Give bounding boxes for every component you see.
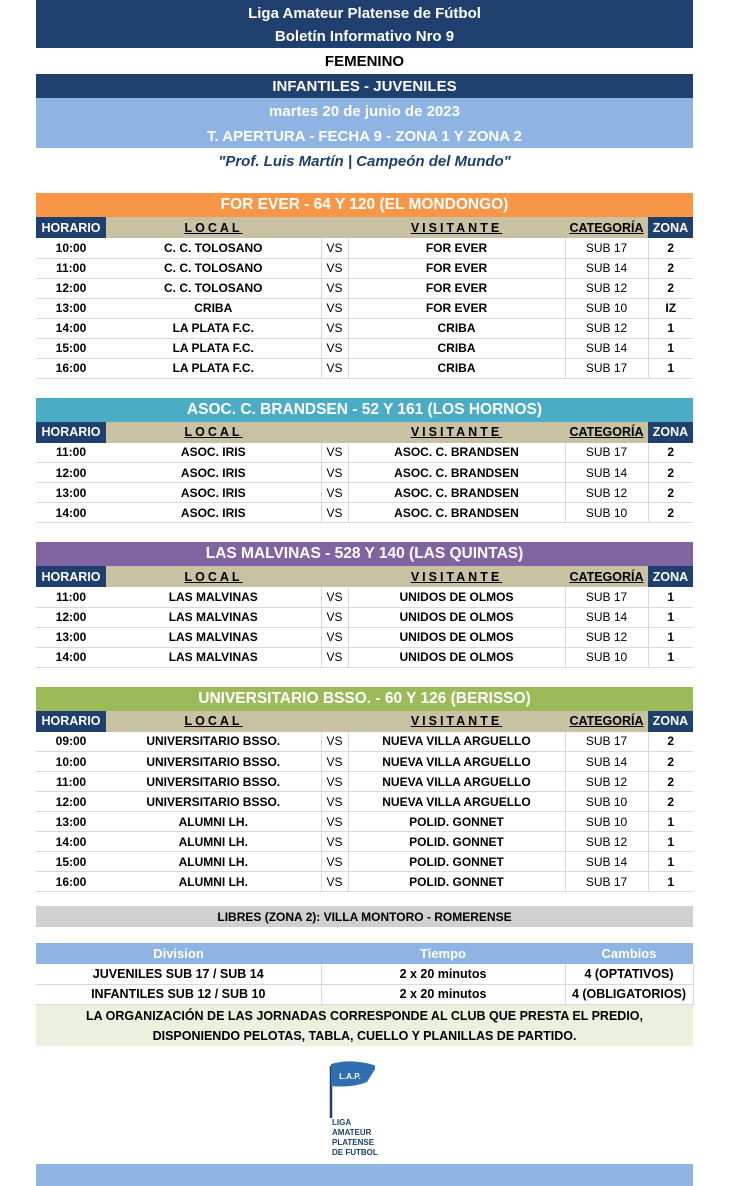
away-team: CRIBA xyxy=(348,358,565,378)
match-zone: 2 xyxy=(648,732,693,752)
match-category: SUB 12 xyxy=(565,832,648,852)
away-team: NUEVA VILLA ARGUELLO xyxy=(348,752,565,772)
logo-line: PLATENSE xyxy=(332,1138,375,1147)
match-category: SUB 17 xyxy=(565,443,648,463)
logo-line: LIGA xyxy=(332,1118,352,1127)
match-category: SUB 10 xyxy=(565,812,648,832)
match-category: SUB 12 xyxy=(565,772,648,792)
match-row xyxy=(36,443,693,463)
logo-line: AMATEUR xyxy=(332,1128,372,1137)
rules-row xyxy=(36,984,693,1004)
logo-caption xyxy=(332,1118,378,1158)
league-title: Liga Amateur Platense de Fútbol xyxy=(36,0,693,24)
away-team: CRIBA xyxy=(348,338,565,358)
match-category: SUB 17 xyxy=(565,238,648,258)
match-zone: 1 xyxy=(648,318,693,338)
match-time: 09:00 xyxy=(36,732,106,752)
section-gap xyxy=(36,523,693,542)
home-team: LAS MALVINAS xyxy=(106,627,321,647)
col-visitante: VISITANTE xyxy=(348,217,565,238)
match-time: 12:00 xyxy=(36,607,106,627)
rules-division: INFANTILES SUB 12 / SUB 10 xyxy=(36,984,321,1004)
home-team: ALUMNI LH. xyxy=(106,812,321,832)
match-time: 11:00 xyxy=(36,443,106,463)
away-team: CRIBA xyxy=(348,318,565,338)
logo-flag-text: L.A.P. xyxy=(339,1072,361,1081)
rules-time: 2 x 20 minutos xyxy=(321,964,565,984)
match-row xyxy=(36,647,693,667)
match-row xyxy=(36,792,693,812)
match-time: 15:00 xyxy=(36,338,106,358)
away-team: UNIDOS DE OLMOS xyxy=(348,607,565,627)
away-team: ASOC. C. BRANDSEN xyxy=(348,483,565,503)
home-team: LA PLATA F.C. xyxy=(106,318,321,338)
match-zone: 1 xyxy=(648,832,693,852)
col-vs-spacer xyxy=(321,217,348,238)
match-time: 12:00 xyxy=(36,463,106,483)
versus: VS xyxy=(321,463,348,483)
division-title: INFANTILES - JUVENILES xyxy=(36,74,693,98)
versus: VS xyxy=(321,298,348,318)
match-time: 14:00 xyxy=(36,318,106,338)
match-time: 12:00 xyxy=(36,278,106,298)
versus: VS xyxy=(321,607,348,627)
match-zone: 1 xyxy=(648,607,693,627)
versus: VS xyxy=(321,752,348,772)
venue-title: LAS MALVINAS - 528 Y 140 (LAS QUINTAS) xyxy=(36,542,693,566)
versus: VS xyxy=(321,258,348,278)
match-row xyxy=(36,503,693,523)
match-zone: 1 xyxy=(648,627,693,647)
match-time: 16:00 xyxy=(36,358,106,378)
venue-title: UNIVERSITARIO BSSO. - 60 Y 126 (BERISSO) xyxy=(36,687,693,711)
away-team: UNIDOS DE OLMOS xyxy=(348,627,565,647)
col-categoria: CATEGORÍA xyxy=(565,711,648,732)
col-horario: HORARIO xyxy=(36,422,106,443)
fixture-table xyxy=(36,217,693,379)
venues-list xyxy=(36,174,693,906)
match-zone: 1 xyxy=(648,872,693,892)
match-time: 13:00 xyxy=(36,627,106,647)
match-row xyxy=(36,832,693,852)
match-row xyxy=(36,358,693,378)
col-categoria: CATEGORÍA xyxy=(565,217,648,238)
bulletin-number: Boletín Informativo Nro 9 xyxy=(36,24,693,48)
versus: VS xyxy=(321,832,348,852)
away-team: ASOC. C. BRANDSEN xyxy=(348,503,565,523)
match-time: 14:00 xyxy=(36,647,106,667)
section-gap xyxy=(36,892,693,906)
rules-changes: 4 (OBLIGATORIOS) xyxy=(565,984,693,1004)
col-visitante: VISITANTE xyxy=(348,711,565,732)
match-category: SUB 10 xyxy=(565,298,648,318)
match-category: SUB 12 xyxy=(565,278,648,298)
match-category: SUB 14 xyxy=(565,607,648,627)
venue-title: ASOC. C. BRANDSEN - 52 Y 161 (LOS HORNOS) xyxy=(36,398,693,422)
versus: VS xyxy=(321,872,348,892)
match-date: martes 20 de junio de 2023 xyxy=(36,98,693,124)
match-row xyxy=(36,852,693,872)
col-categoria: CATEGORÍA xyxy=(565,566,648,587)
home-team: ASOC. IRIS xyxy=(106,443,321,463)
match-category: SUB 17 xyxy=(565,587,648,607)
rules-division: JUVENILES SUB 17 / SUB 14 xyxy=(36,964,321,984)
match-zone: 2 xyxy=(648,443,693,463)
match-time: 13:00 xyxy=(36,298,106,318)
away-team: NUEVA VILLA ARGUELLO xyxy=(348,772,565,792)
match-time: 11:00 xyxy=(36,772,106,792)
match-time: 16:00 xyxy=(36,872,106,892)
col-zona: ZONA xyxy=(648,422,693,443)
versus: VS xyxy=(321,503,348,523)
match-category: SUB 12 xyxy=(565,483,648,503)
fixture-table xyxy=(36,566,693,668)
home-team: C. C. TOLOSANO xyxy=(106,258,321,278)
match-zone: 2 xyxy=(648,278,693,298)
away-team: NUEVA VILLA ARGUELLO xyxy=(348,792,565,812)
versus: VS xyxy=(321,587,348,607)
away-team: FOR EVER xyxy=(348,278,565,298)
home-team: ASOC. IRIS xyxy=(106,483,321,503)
home-team: LAS MALVINAS xyxy=(106,607,321,627)
away-team: NUEVA VILLA ARGUELLO xyxy=(348,732,565,752)
match-row xyxy=(36,463,693,483)
match-time: 11:00 xyxy=(36,587,106,607)
versus: VS xyxy=(321,443,348,463)
home-team: C. C. TOLOSANO xyxy=(106,278,321,298)
match-time: 13:00 xyxy=(36,483,106,503)
home-team: UNIVERSITARIO BSSO. xyxy=(106,792,321,812)
col-horario: HORARIO xyxy=(36,217,106,238)
match-row xyxy=(36,238,693,258)
organization-note xyxy=(36,1005,693,1046)
versus: VS xyxy=(321,627,348,647)
match-time: 10:00 xyxy=(36,752,106,772)
rules-table xyxy=(36,943,694,1005)
match-time: 12:00 xyxy=(36,792,106,812)
rules-changes: 4 (OPTATIVOS) xyxy=(565,964,693,984)
match-time: 10:00 xyxy=(36,238,106,258)
home-team: CRIBA xyxy=(106,298,321,318)
match-zone: IZ xyxy=(648,298,693,318)
match-category: SUB 10 xyxy=(565,503,648,523)
match-row xyxy=(36,812,693,832)
away-team: POLID. GONNET xyxy=(348,832,565,852)
match-category: SUB 14 xyxy=(565,752,648,772)
away-team: ASOC. C. BRANDSEN xyxy=(348,463,565,483)
match-row xyxy=(36,772,693,792)
rules-header-division: Division xyxy=(36,943,321,964)
match-zone: 2 xyxy=(648,792,693,812)
match-category: SUB 17 xyxy=(565,872,648,892)
home-team: ALUMNI LH. xyxy=(106,872,321,892)
rules-time: 2 x 20 minutos xyxy=(321,984,565,1004)
match-zone: 2 xyxy=(648,483,693,503)
match-row xyxy=(36,607,693,627)
home-team: UNIVERSITARIO BSSO. xyxy=(106,772,321,792)
match-time: 14:00 xyxy=(36,503,106,523)
away-team: UNIDOS DE OLMOS xyxy=(348,647,565,667)
versus: VS xyxy=(321,647,348,667)
match-category: SUB 17 xyxy=(565,732,648,752)
col-visitante: VISITANTE xyxy=(348,422,565,443)
versus: VS xyxy=(321,852,348,872)
match-zone: 2 xyxy=(648,772,693,792)
match-zone: 1 xyxy=(648,358,693,378)
organization-note-line: LA ORGANIZACIÓN DE LAS JORNADAS CORRESPONDE AL CLUB QUE PRESTA EL PREDIO, xyxy=(86,1008,643,1023)
versus: VS xyxy=(321,483,348,503)
match-category: SUB 12 xyxy=(565,318,648,338)
motto: "Prof. Luis Martín | Campeón del Mundo" xyxy=(36,148,693,174)
home-team: LAS MALVINAS xyxy=(106,647,321,667)
match-zone: 1 xyxy=(648,338,693,358)
versus: VS xyxy=(321,338,348,358)
match-zone: 2 xyxy=(648,503,693,523)
match-zone: 2 xyxy=(648,238,693,258)
home-team: LA PLATA F.C. xyxy=(106,358,321,378)
col-vs-spacer xyxy=(321,566,348,587)
versus: VS xyxy=(321,772,348,792)
col-zona: ZONA xyxy=(648,217,693,238)
section-gap xyxy=(36,668,693,687)
match-category: SUB 14 xyxy=(565,463,648,483)
match-time: 14:00 xyxy=(36,832,106,852)
home-team: UNIVERSITARIO BSSO. xyxy=(106,752,321,772)
match-time: 11:00 xyxy=(36,258,106,278)
match-zone: 1 xyxy=(648,852,693,872)
match-category: SUB 14 xyxy=(565,338,648,358)
match-row xyxy=(36,278,693,298)
col-horario: HORARIO xyxy=(36,566,106,587)
footer-bar xyxy=(36,1164,693,1186)
rules-row xyxy=(36,964,693,984)
match-category: SUB 14 xyxy=(565,258,648,278)
logo-line: DE FUTBOL xyxy=(332,1148,378,1157)
home-team: C. C. TOLOSANO xyxy=(106,238,321,258)
category-title: FEMENINO xyxy=(36,48,693,74)
match-row xyxy=(36,872,693,892)
rules-header-changes: Cambios xyxy=(565,943,693,964)
versus: VS xyxy=(321,732,348,752)
match-zone: 2 xyxy=(648,258,693,278)
fixture-table xyxy=(36,422,693,524)
match-time: 13:00 xyxy=(36,812,106,832)
away-team: ASOC. C. BRANDSEN xyxy=(348,443,565,463)
match-row xyxy=(36,627,693,647)
match-zone: 2 xyxy=(648,752,693,772)
match-category: SUB 10 xyxy=(565,647,648,667)
col-categoria: CATEGORÍA xyxy=(565,422,648,443)
away-team: FOR EVER xyxy=(348,238,565,258)
match-zone: 1 xyxy=(648,587,693,607)
away-team: FOR EVER xyxy=(348,258,565,278)
versus: VS xyxy=(321,812,348,832)
libres-banner: LIBRES (ZONA 2): VILLA MONTORO - ROMERENSE xyxy=(36,906,693,927)
match-row xyxy=(36,338,693,358)
match-row xyxy=(36,258,693,278)
versus: VS xyxy=(321,278,348,298)
section-gap xyxy=(36,174,693,193)
home-team: ALUMNI LH. xyxy=(106,852,321,872)
away-team: POLID. GONNET xyxy=(348,872,565,892)
col-vs-spacer xyxy=(321,422,348,443)
match-category: SUB 14 xyxy=(565,852,648,872)
bulletin xyxy=(36,0,693,1046)
organization-note-line: DISPONIENDO PELOTAS, TABLA, CUELLO Y PLANILLAS DE PARTIDO. xyxy=(152,1028,577,1043)
col-local: LOCAL xyxy=(106,566,321,587)
fixture-table xyxy=(36,711,693,893)
match-zone: 2 xyxy=(648,463,693,483)
col-zona: ZONA xyxy=(648,566,693,587)
match-row xyxy=(36,483,693,503)
home-team: UNIVERSITARIO BSSO. xyxy=(106,732,321,752)
home-team: ASOC. IRIS xyxy=(106,463,321,483)
match-zone: 1 xyxy=(648,812,693,832)
away-team: UNIDOS DE OLMOS xyxy=(348,587,565,607)
match-category: SUB 10 xyxy=(565,792,648,812)
away-team: POLID. GONNET xyxy=(348,812,565,832)
venue-title: FOR EVER - 64 Y 120 (EL MONDONGO) xyxy=(36,193,693,217)
section-gap xyxy=(36,379,693,398)
versus: VS xyxy=(321,318,348,338)
match-category: SUB 12 xyxy=(565,627,648,647)
col-zona: ZONA xyxy=(648,711,693,732)
home-team: LAS MALVINAS xyxy=(106,587,321,607)
col-visitante: VISITANTE xyxy=(348,566,565,587)
home-team: ALUMNI LH. xyxy=(106,832,321,852)
away-team: POLID. GONNET xyxy=(348,852,565,872)
versus: VS xyxy=(321,238,348,258)
col-local: LOCAL xyxy=(106,217,321,238)
col-vs-spacer xyxy=(321,711,348,732)
match-category: SUB 17 xyxy=(565,358,648,378)
tournament-title: T. APERTURA - FECHA 9 - ZONA 1 Y ZONA 2 xyxy=(36,124,693,148)
col-local: LOCAL xyxy=(106,711,321,732)
versus: VS xyxy=(321,358,348,378)
rules-header-time: Tiempo xyxy=(321,943,565,964)
match-time: 15:00 xyxy=(36,852,106,872)
match-zone: 1 xyxy=(648,647,693,667)
away-team: FOR EVER xyxy=(348,298,565,318)
match-row xyxy=(36,752,693,772)
home-team: ASOC. IRIS xyxy=(106,503,321,523)
col-horario: HORARIO xyxy=(36,711,106,732)
home-team: LA PLATA F.C. xyxy=(106,338,321,358)
match-row xyxy=(36,318,693,338)
versus: VS xyxy=(321,792,348,812)
match-row xyxy=(36,732,693,752)
match-row xyxy=(36,587,693,607)
col-local: LOCAL xyxy=(106,422,321,443)
match-row xyxy=(36,298,693,318)
